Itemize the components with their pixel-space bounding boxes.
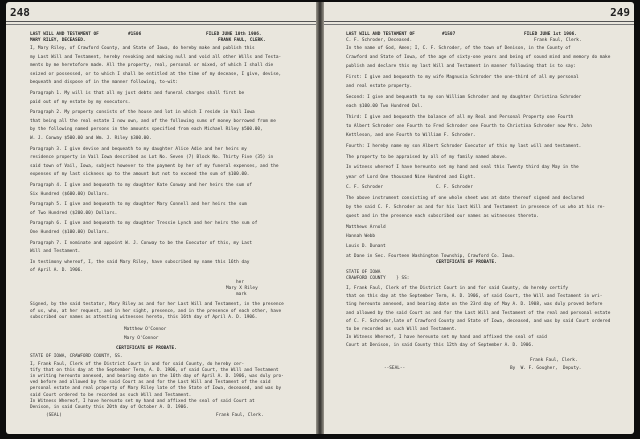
text-line: Crawford and State of Iowa, of the age of sixty-one years and being of sound mind and memory do make: [346, 55, 611, 61]
text-line: at Dane in Sec. Fourteen Washington Township, Crawford Co. Iowa.: [346, 254, 516, 260]
text-line: each $100.00 Two Hundred Dol.: [346, 104, 423, 110]
text-line: The property to be appraised by all of my family named above.: [346, 154, 508, 160]
text-line: Third: I give and bequeath the balance of all my Real and Personal Property one Fourth: [346, 114, 574, 120]
text-line: I, Mary Riley, of Crawford County, and State of Iowa, do hereby make and publish this: [30, 46, 255, 51]
book-gutter: [316, 2, 324, 434]
record-number: #1507: [442, 32, 456, 37]
witness-1: Matthew O'Connor: [124, 327, 167, 332]
text-line: C. F. Schroder C. F. Schroder: [346, 185, 473, 191]
clerk-name: FRANK FAUL, CLERK.: [218, 38, 266, 43]
text-line: In testimony whereof, I, the said Mary Riley, have subscribed my name this 16th day: [30, 259, 250, 265]
text-line: subscribed our names as attesting witnesses hereto, this 16th day of April A. D. 1906.: [30, 315, 258, 320]
text-line: that being all the real estate I now own, and of the following sums of money borrowed from me: [30, 118, 276, 124]
text-line: by the following named persons in the amounts specified from each Michael Riley $500.00,: [30, 127, 263, 133]
decedent-name: MARY RILEY, DECEASED.: [30, 38, 86, 43]
text-line: Denison, in said County this 20th day of October A. D. 1906.: [30, 404, 189, 410]
text-line: by the said C. F. Schroder as and for his last Will and Testament in presence of us who at his re-: [346, 205, 606, 211]
text-line: paid out of my estate by my executors.: [30, 99, 131, 105]
text-line: Fourth: I hereby name my son Albert Schroder Executor of this my last will and testament.: [346, 144, 582, 149]
will-title: LAST WILL AND TESTAMENT OF: [346, 32, 415, 37]
text-line: ments by me heretofore made. All the property, real, personal or mixed, of which I shall die: [30, 63, 274, 69]
text-line: seized or possessed, or to which I shall be entitled at the time of my decease, I give, devise,: [30, 71, 282, 77]
clerk-signature: Frank Faul, Clerk.: [216, 413, 264, 418]
left-page: [6, 2, 316, 434]
witness-2: Mary O'Connor: [124, 336, 159, 341]
text-line: of Two Hundred ($200.00) Dollars.: [30, 210, 118, 216]
seal-label: (SEAL): [46, 413, 62, 418]
text-line: First: I give and bequeath to my wife Magnusia Schroder the one-third of all my personal: [346, 75, 579, 81]
text-line: Louis D. Dunant: [346, 243, 386, 249]
signature-name: Mary X Riley: [226, 286, 258, 291]
page-number: 249: [610, 6, 630, 19]
header-rule: [6, 21, 316, 22]
text-line: Paragraph 7. I nominate and appoint W. J. Conway to be the Executor of this, my Last: [30, 240, 253, 246]
text-line: year of Lord One thousand Nine Hundred and Eight.: [346, 174, 476, 180]
text-line: quest and in the presence each subscribed our names as witnesses thereto.: [346, 214, 539, 220]
text-line: personal estate and real property of Mary Riley late of the State of Iowa, deceased, and was by: [30, 386, 282, 392]
text-line: Paragraph 5. I give and bequeath to my daughter Mary Connell and her heirs the sum: [30, 202, 247, 208]
text-line: In witness whereof I have hereunto set my hand and seal this Twenty third day May in the: [346, 165, 579, 171]
text-line: The above instrument consisting of one whole sheet was at date thereof signed and declared: [346, 196, 584, 201]
text-line: expenses of my last sickness up to the amount but not to exceed the sum of $100.00.: [30, 172, 250, 178]
certificate-title: CERTIFICATE OF PROBATE.: [116, 346, 177, 351]
text-line: of us, who, at her request, and in her sight, presence, and in the presence of each other, have: [30, 308, 282, 314]
text-line: tify that on this day at the September Term, A. D. 1906, of said Court, the Will and Testament: [30, 368, 279, 374]
text-line: and real estate property.: [346, 84, 413, 90]
filed-date: FILED JUNE 1st 1906.: [524, 32, 577, 37]
deputy-signature: By W. F. Gougher, Deputy.: [510, 366, 582, 371]
filed-date: FILED JUNE 10th 1906.: [206, 32, 262, 37]
text-line: said Court ordered to be recorded as such Will and Testament.: [30, 392, 192, 398]
text-line: W. J. Conway $500.00 and Wm. J. Riley $300.00.: [30, 136, 152, 141]
text-line: to be recorded as such Will and Testament.: [346, 327, 458, 332]
text-line: Hannah Webb: [346, 234, 376, 240]
text-line: publish and declare this my last Will and Testament in manner following that is to say:: [346, 64, 576, 70]
ledger-book: [6, 2, 634, 434]
text-line: in writing hereunto annexed, and bearing date on the 16th day of April A. D. 1906, was duly pro-: [30, 374, 284, 380]
signature-mark: mark: [236, 292, 247, 297]
text-line: Court at Denison, in said County this 12th day of September A. D. 1906.: [346, 343, 534, 349]
header-rule: [324, 24, 634, 25]
text-line: In the name of God, Amen; I, C. F. Schroder, of the town of Denison, in the County of: [346, 46, 571, 51]
text-line: my Last Will and Testament, hereby revoking and making null and void all other Wills and Testa-: [30, 54, 282, 60]
text-line: Will and Testament.: [30, 249, 81, 255]
text-line: of April A. D. 1906.: [30, 268, 83, 274]
decedent-name: C. F. Schroder, Deceased.: [346, 38, 413, 43]
text-line: and allowed by the said Court as and for the Last Will and Testament of the real and personal estate: [346, 310, 611, 316]
text-line: In Witness Whereof, I have hereunto set my hand and affixed the seal of said Court at: [30, 398, 255, 404]
text-line: to Albert Schroder one Fourth to Fred Schroder one Fourth to Christina Schroder now Mrs. John: [346, 124, 592, 130]
text-line: that on this day at the September Term, A. D. 1906, of said Court, the Will and Testament in wri-: [346, 294, 603, 300]
text-line: Second: I give and bequeath to my son William Schroder and my daughter Christina Schroder: [346, 95, 582, 100]
text-line: said town of Vail, Iowa, subject however to the payment by her of my funeral expenses, and the: [30, 163, 279, 169]
text-line: I, Frank Faul, Clerk of the District Court in and for said County, do hereby certify: [346, 286, 569, 291]
text-line: of C. F. Schroder,late of Crawford County and State of Iowa, deceased, and was by said Court ordered: [346, 318, 611, 324]
text-line: Paragraph 1. My will is that all my just debts and funeral charges shall first be: [30, 91, 245, 96]
text-line: Signed, by the said testator, Mary Riley as and for her Last Will and Testament, in the presence: [30, 302, 284, 307]
state-line: STATE OF IOWA, CRAWFORD COUNTY, SS.: [30, 354, 123, 359]
text-line: Paragraph 6. I give and bequeath to my daughter Tressie Lynch and her heirs the sum of: [30, 221, 258, 227]
seal-label: --SEAL--: [384, 366, 406, 371]
record-number: #1506: [128, 32, 142, 37]
text-line: ved before and allowed by the said Court as and for the Last Will and Testament of the said: [30, 380, 271, 386]
certificate-title: CERTIFICATE OF PROBATE.: [436, 260, 497, 265]
text-line: Matthews Arnold: [346, 225, 386, 231]
will-title: LAST WILL AND TESTAMENT OF: [30, 32, 99, 37]
text-line: Paragraph 2. My property consists of the house and lot in which I reside in Vail Iowa: [30, 110, 255, 116]
text-line: I, Frank Faul, Clerk of the District Court in and for said County, do hereby cer-: [30, 362, 245, 367]
page-number: 248: [10, 6, 30, 19]
text-line: bequeath and dispose of in the manner following, to-wit:: [30, 80, 179, 86]
right-page: [324, 2, 634, 434]
text-line: Paragraph 4. I give and bequeath to my daughter Kate Conway and her heirs the sum of: [30, 183, 253, 188]
text-line: Kettleson, and one Fourth to William F. Schroder.: [346, 133, 476, 139]
clerk-signature: Frank Faul, Clerk.: [530, 358, 578, 363]
state-line: STATE OF IOWA: [346, 270, 381, 275]
clerk-name: Frank Faul, Clerk.: [534, 38, 582, 43]
header-rule: [324, 21, 634, 22]
text-line: ting hereunto annexed, and bearing date on the 23rd day of May A. D. 1908, was duly proved before: [346, 302, 603, 308]
signature-her: her: [236, 280, 244, 285]
text-line: One Hundred ($100.00) Dollars.: [30, 230, 110, 235]
text-line: In Witness Whereof, I have hereunto set my hand and affixed the seal of said: [346, 335, 547, 341]
text-line: Paragraph 3. I give devise and bequeath to my daughter Alice Adie and her heirs my: [30, 146, 247, 152]
county-line: CRAWFORD COUNTY } SS:: [346, 276, 410, 281]
text-line: Six Hundred ($600.00) Dollars.: [30, 191, 110, 197]
header-rule: [6, 24, 316, 25]
text-line: residence property in Vail Iowa described as Lot No. Seven (7) Block No. Thirty Five (35) in: [30, 155, 274, 161]
